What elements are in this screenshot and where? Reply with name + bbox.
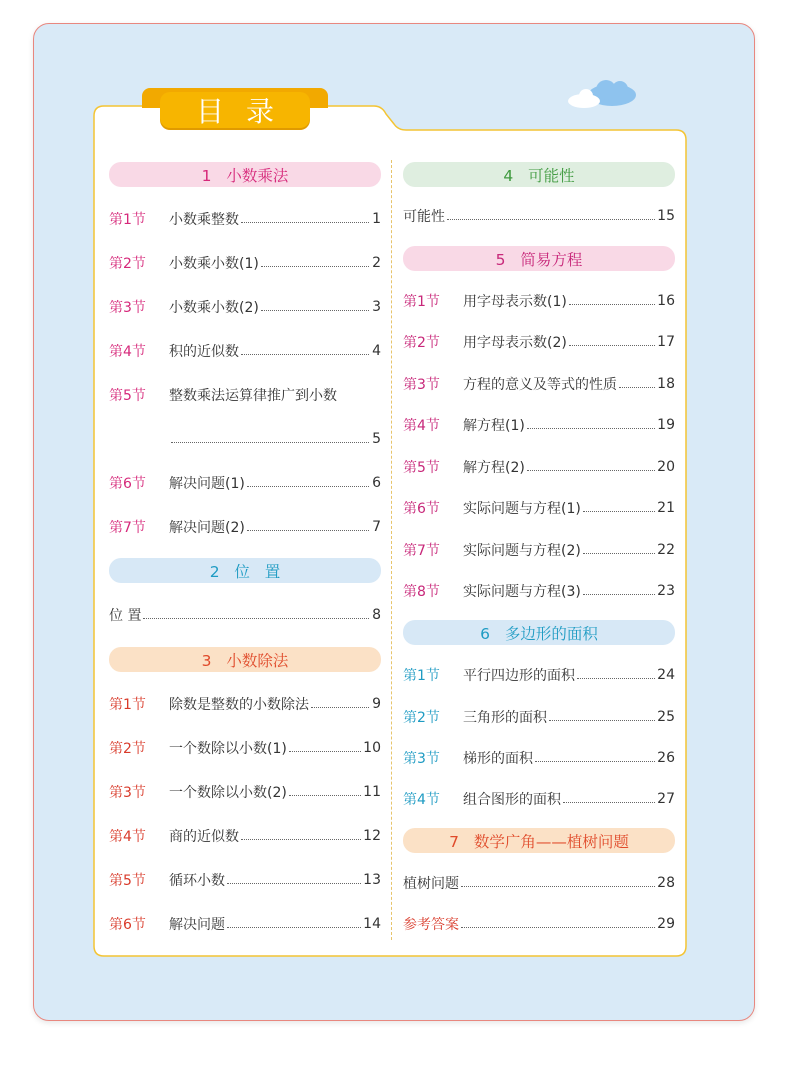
chapter-header-2: 2 位 置 [109,558,381,583]
toc-entry[interactable]: 第6节 解决问题(1) 6 [109,475,381,492]
toc-entry[interactable]: 第7节 解决问题(2) 7 [109,519,381,536]
toc-entry[interactable]: 第1节 小数乘整数 1 [109,211,381,228]
toc-entry[interactable]: 第3节 一个数除以小数(2) 11 [109,784,381,801]
toc-entry[interactable]: 第3节 小数乘小数(2) 3 [109,299,381,316]
chapter-header-5: 5 简易方程 [403,246,675,271]
toc-entry[interactable]: 第1节 用字母表示数(1) 16 [403,293,675,310]
chapter-header-6: 6 多边形的面积 [403,620,675,645]
toc-entry[interactable]: 第8节 实际问题与方程(3) 23 [403,583,675,600]
toc-entry[interactable]: 植树问题 28 [403,875,675,892]
chapter-header-4: 4 可能性 [403,162,675,187]
chapter-header-1: 1 小数乘法 [109,162,381,187]
toc-entry[interactable]: 可能性 15 [403,208,675,225]
title-tab [142,88,328,130]
toc-entry[interactable]: 第3节 方程的意义及等式的性质 18 [403,376,675,393]
toc-entry[interactable]: 第1节 平行四边形的面积 24 [403,667,675,684]
page-title: 目录 [160,92,310,128]
toc-entry[interactable]: 第5节 解方程(2) 20 [403,459,675,476]
column-divider [391,160,392,940]
toc-entry[interactable]: 第2节 小数乘小数(1) 2 [109,255,381,272]
toc-entry[interactable]: 第4节 解方程(1) 19 [403,417,675,434]
toc-entry[interactable]: 位 置 8 [109,607,381,624]
toc-entry[interactable]: 第1节 除数是整数的小数除法 9 [109,696,381,713]
toc-entry[interactable]: 第4节 商的近似数 12 [109,828,381,845]
toc-entry[interactable]: 第4节 组合图形的面积 27 [403,791,675,808]
toc-entry[interactable]: 第5节 整数乘法运算律推广到小数 [109,388,337,404]
toc-entry[interactable]: 第2节 三角形的面积 25 [403,709,675,726]
toc-entry[interactable]: 第5节 循环小数 13 [109,872,381,889]
toc-entry[interactable]: 第2节 一个数除以小数(1) 10 [109,740,381,757]
toc-entry[interactable]: 第7节 实际问题与方程(2) 22 [403,542,675,559]
toc-entry[interactable]: 第2节 用字母表示数(2) 17 [403,334,675,351]
toc-entry[interactable]: 第6节 解决问题 14 [109,916,381,933]
toc-entry-continuation[interactable]: 5 [109,428,381,450]
toc-entry-answers[interactable]: 参考答案 29 [403,916,675,933]
toc-entry[interactable]: 第4节 积的近似数 4 [109,343,381,360]
chapter-header-3: 3 小数除法 [109,647,381,672]
toc-entry[interactable]: 第3节 梯形的面积 26 [403,750,675,767]
toc-entry[interactable]: 第6节 实际问题与方程(1) 21 [403,500,675,517]
chapter-header-7: 7 数学广角——植树问题 [403,828,675,853]
